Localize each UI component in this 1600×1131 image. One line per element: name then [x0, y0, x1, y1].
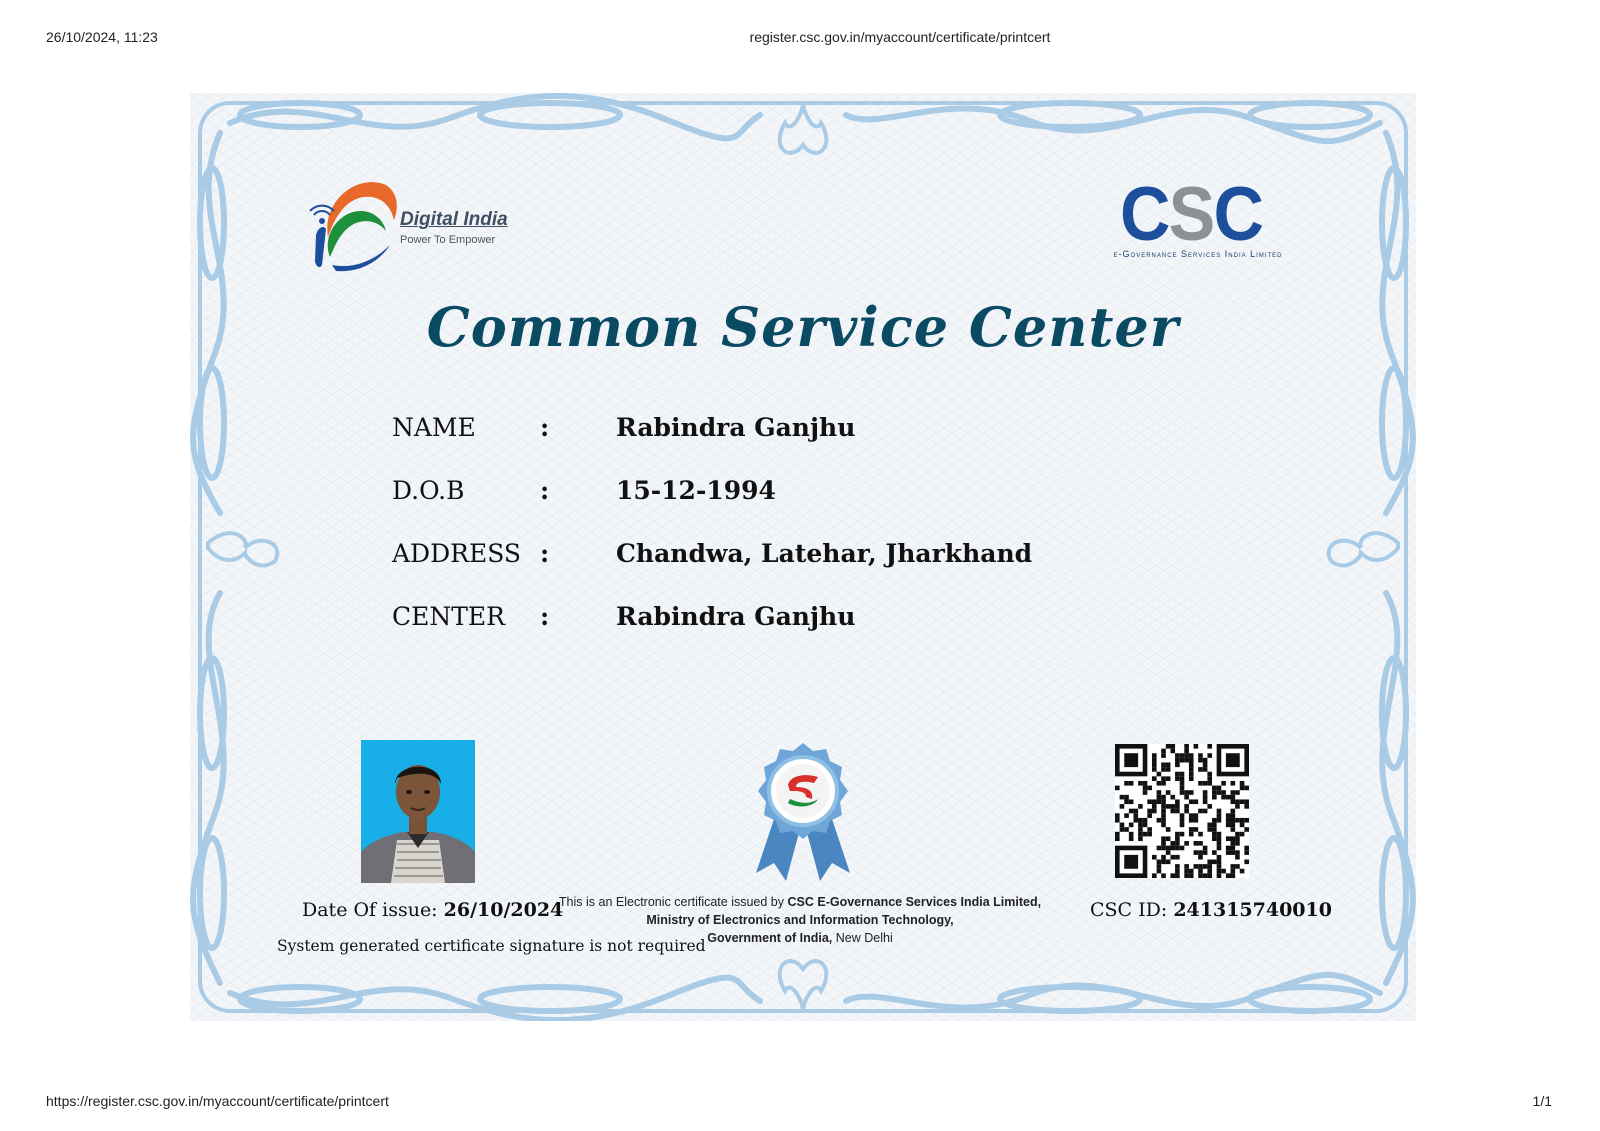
print-footer-url: https://register.csc.gov.in/myaccount/certificate/printcert [46, 1093, 389, 1109]
qr-code [1115, 744, 1249, 878]
csc-letter-s: S [1168, 172, 1214, 257]
csc-subtitle: e-Governance Services India Limited [1113, 249, 1283, 259]
signature-note: System generated certificate signature is not required [277, 937, 706, 955]
field-label: CENTER [392, 602, 506, 631]
field-colon: : [540, 602, 550, 631]
field-value-dob: 15-12-1994 [616, 476, 776, 505]
issuer-line3-suffix: New Delhi [832, 931, 893, 945]
field-value-address: Chandwa, Latehar, Jharkhand [616, 539, 1033, 568]
field-label: NAME [392, 413, 476, 442]
issuer-statement [535, 893, 1065, 947]
field-label: D.O.B [392, 476, 465, 505]
csc-id-label: CSC ID: [1090, 899, 1174, 921]
csc-letter-c2: C [1213, 172, 1263, 257]
person-photo-icon [361, 740, 475, 883]
certificate-title: Common Service Center [426, 295, 1180, 359]
issue-date-value: 26/10/2024 [443, 899, 564, 921]
field-value-name: Rabindra Ganjhu [616, 413, 856, 442]
field-colon: : [540, 413, 550, 442]
field-colon: : [540, 539, 550, 568]
issue-date-label: Date Of issue: [302, 899, 444, 921]
issuer-line1-prefix: This is an Electronic certificate issued by [558, 895, 788, 909]
print-header-datetime: 26/10/2024, 11:23 [46, 29, 158, 45]
digital-india-logo [308, 165, 528, 275]
holder-photo [361, 740, 475, 883]
digital-india-emblem-icon [308, 165, 403, 275]
print-header-url: register.csc.gov.in/myaccount/certificate/printcert [749, 29, 1051, 45]
csc-id-value: 241315740010 [1173, 899, 1332, 921]
field-label: ADDRESS [392, 539, 522, 568]
qr-code-icon [1115, 744, 1249, 878]
field-value-center: Rabindra Ganjhu [616, 602, 856, 631]
field-colon: : [540, 476, 550, 505]
issuer-line2-bold: Ministry of Electronics and Information Technology, [646, 913, 954, 927]
csc-seal [748, 741, 858, 887]
csc-logo [1078, 172, 1328, 267]
print-footer-page: 1/1 [1532, 1093, 1552, 1109]
ribbon-seal-icon [748, 741, 858, 887]
csc-letter-c: C [1120, 172, 1169, 257]
issue-date [302, 899, 563, 921]
digital-india-title: Digital India [400, 209, 508, 230]
digital-india-tagline: Power To Empower [400, 234, 496, 246]
certificate [190, 93, 1416, 1021]
issuer-line3-bold: Government of India, [707, 931, 833, 945]
csc-id [1090, 899, 1332, 921]
issuer-line1-bold: CSC E-Governance Services India Limited, [787, 895, 1042, 909]
